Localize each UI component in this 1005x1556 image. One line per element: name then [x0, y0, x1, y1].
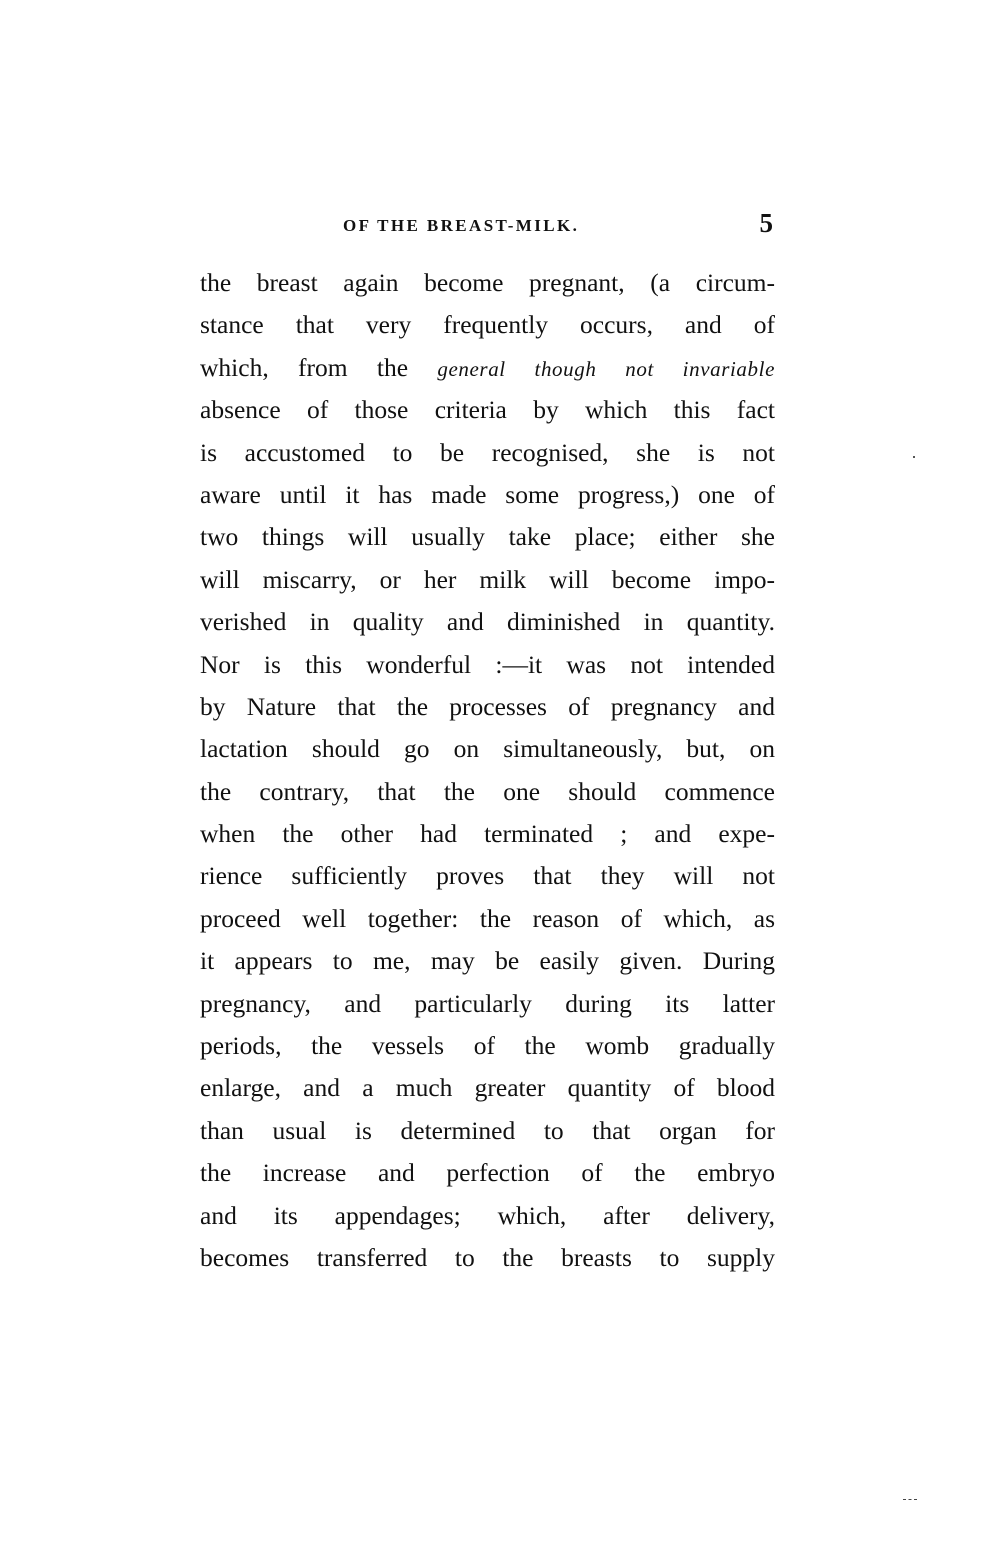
- text-line: periods, the vessels of the womb gradually: [200, 1031, 775, 1061]
- text-line: when the other had terminated ; and expe-: [200, 819, 775, 849]
- text-line: will miscarry, or her milk will become impo-: [200, 564, 775, 594]
- italic-phrase: general though not invariable: [437, 356, 775, 381]
- text-line: is accustomed to be recognised, she is not: [200, 437, 775, 467]
- text-line: by Nature that the processes of pregnancy and: [200, 691, 775, 721]
- text-line: proceed well together: the reason of which, as: [200, 903, 775, 933]
- text-line: lactation should go on simultaneously, but, on: [200, 734, 775, 764]
- text-line: [200, 347, 775, 389]
- text-line: rience sufficiently proves that they will not: [200, 861, 775, 891]
- text-line: pregnancy, and particularly during its latter: [200, 988, 775, 1018]
- text-line-prefix: which, from the: [200, 352, 438, 382]
- scan-mark: [903, 1499, 917, 1502]
- text-line: and its appendages; which, after delivery,: [200, 1200, 775, 1230]
- text-line: the breast again become pregnant, (a circum-: [200, 268, 775, 297]
- text-line: than usual is determined to that organ for: [200, 1115, 775, 1145]
- page-number: 5: [759, 208, 773, 238]
- text-line: enlarge, and a much greater quantity of blood: [200, 1073, 775, 1103]
- text-line: the contrary, that the one should commence: [200, 776, 775, 806]
- text-line: it appears to me, may be easily given. During: [200, 946, 775, 976]
- running-header: [200, 208, 775, 244]
- text-line: absence of those criteria by which this fact: [200, 395, 775, 425]
- text-line: verished in quality and diminished in quantity.: [200, 607, 775, 637]
- text-line: two things will usually take place; either she: [200, 522, 775, 552]
- text-line: Nor is this wonderful :—it was not intended: [200, 649, 775, 679]
- body-text: [200, 262, 775, 1279]
- text-line: stance that very frequently occurs, and of: [200, 310, 775, 340]
- text-line: becomes transferred to the breasts to supply: [200, 1242, 775, 1272]
- scan-speck: [913, 456, 915, 458]
- text-line: the increase and perfection of the embryo: [200, 1158, 775, 1188]
- text-line: aware until it has made some progress,) one of: [200, 479, 775, 509]
- running-title: OF THE BREAST-MILK.: [343, 216, 580, 235]
